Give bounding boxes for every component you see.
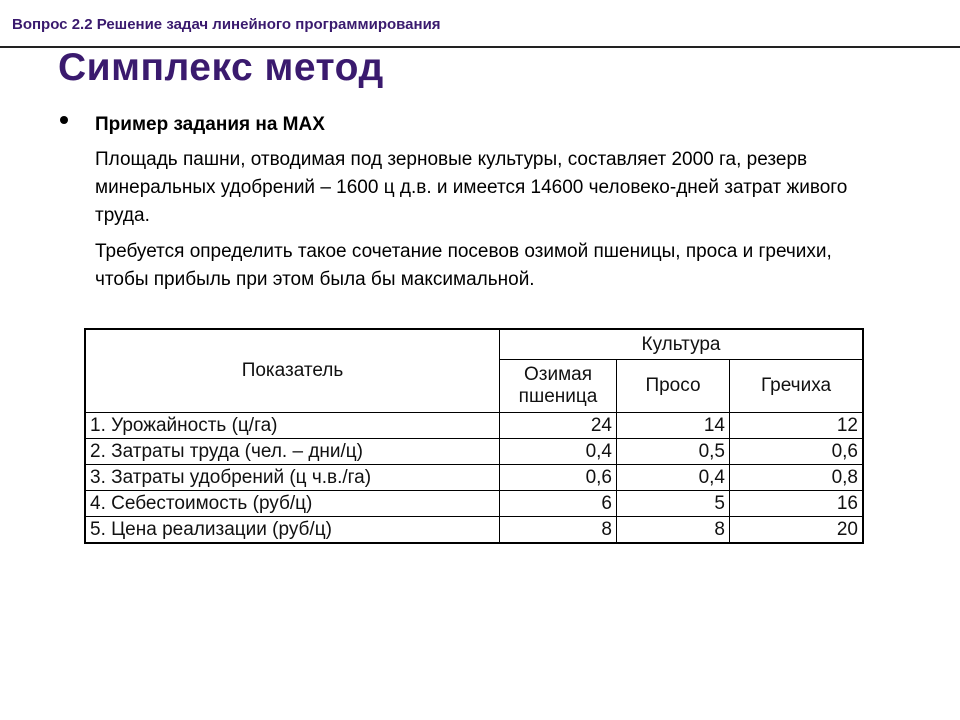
cell-value: 12 (730, 413, 864, 439)
bullet-icon (60, 116, 68, 124)
header-buckwheat: Гречиха (730, 360, 864, 413)
cell-value: 16 (730, 491, 864, 517)
cell-value: 0,6 (730, 439, 864, 465)
row-label: 3. Затраты удобрений (ц ч.в./га) (85, 465, 500, 491)
row-label: 2. Затраты труда (чел. – дни/ц) (85, 439, 500, 465)
cell-value: 0,6 (500, 465, 617, 491)
table-row (85, 439, 863, 465)
header-indicator: Показатель (85, 329, 500, 413)
bullet-heading: Пример задания на MAX (95, 114, 325, 135)
header-culture: Культура (500, 329, 864, 360)
table-row (85, 413, 863, 439)
row-label: 1. Урожайность (ц/га) (85, 413, 500, 439)
problem-paragraph-2: Требуется определить такое сочетание посевов озимой пшеницы, проса и гречихи, чтобы прибыль при этом была бы максимальной. (95, 241, 832, 290)
cell-value: 0,8 (730, 465, 864, 491)
cell-value: 0,4 (500, 439, 617, 465)
table-header-row (85, 329, 863, 360)
cell-value: 6 (500, 491, 617, 517)
table-row (85, 465, 863, 491)
section-header: Вопрос 2.2 Решение задач линейного программирования (12, 16, 441, 33)
cell-value: 5 (617, 491, 730, 517)
cell-value: 14 (617, 413, 730, 439)
cell-value: 20 (730, 517, 864, 544)
crop-data-table (84, 328, 864, 544)
cell-value: 24 (500, 413, 617, 439)
cell-value: 0,5 (617, 439, 730, 465)
problem-paragraph-1: Площадь пашни, отводимая под зерновые культуры, составляет 2000 га, резерв минеральных удобрений – 1600 ц д.в. и имеется 14600 человеко-дней затрат живого труда. (95, 149, 848, 226)
cell-value: 8 (617, 517, 730, 544)
row-label: 4. Себестоимость (руб/ц) (85, 491, 500, 517)
header-winter-wheat: Озимая пшеница (500, 360, 617, 413)
table-row (85, 491, 863, 517)
cell-value: 0,4 (617, 465, 730, 491)
table-row (85, 517, 863, 544)
cell-value: 8 (500, 517, 617, 544)
header-millet: Просо (617, 360, 730, 413)
row-label: 5. Цена реализации (руб/ц) (85, 517, 500, 544)
data-table-container (84, 328, 864, 544)
slide-title: Симплекс метод (58, 46, 384, 89)
